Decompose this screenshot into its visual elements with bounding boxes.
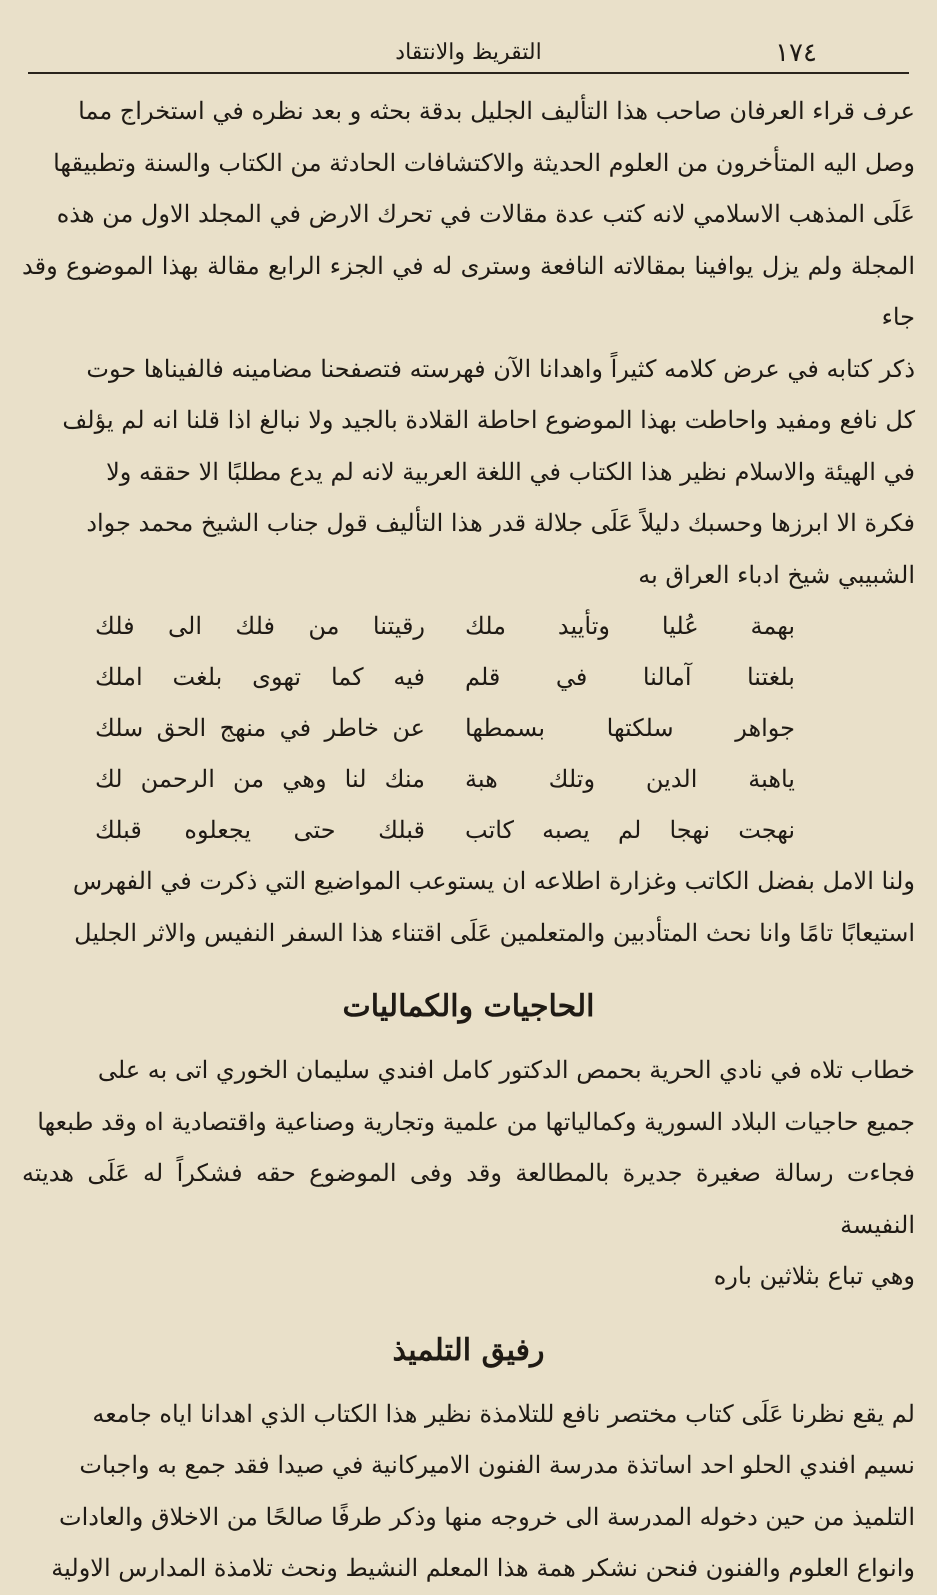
verse-second-hemistich: منك لنا وهي من الرحمن لك — [95, 765, 425, 793]
review-paragraph-2 — [22, 856, 915, 959]
text-line: عَلَى المذهب الاسلامي لانه كتب عدة مقالات في تحرك الارض في المجلد الاول من هذه — [56, 200, 915, 228]
page-header — [28, 36, 909, 74]
text-line: التلميذ من حين دخوله المدرسة الى خروجه منها وذكر طرفًا صالحًا من الاخلاق والعادات — [58, 1502, 915, 1531]
verse-first-hemistich: بلغتنا آمالنا في قلم — [465, 663, 795, 691]
student-companion-paragraph — [22, 1389, 915, 1595]
poem-verse — [22, 703, 915, 754]
spacer — [22, 959, 915, 973]
verse-second-hemistich: عن خاطر في منهج الحق سلك — [95, 714, 425, 742]
text-line: ذكر كتابه في عرض كلامه كثيراً واهدانا الآن فهرسته فتصفحنا مضامينه فالفيناها حوت — [86, 354, 915, 383]
text-line: فجاءت رسالة صغيرة جديرة بالمطالعة وقد وفى الموضوع حقه فشكراً له عَلَى هديته النفيسة — [22, 1159, 915, 1239]
necessities-paragraph — [22, 1045, 915, 1303]
poem — [22, 601, 915, 856]
text-line: نسيم افندي الحلو احد اساتذة مدرسة الفنون الاميركانية في صيدا فقد جمع به واجبات — [79, 1451, 915, 1479]
verse-first-hemistich: بهمة عُليا وتأييد ملك — [465, 612, 795, 640]
poem-verse — [22, 805, 915, 856]
poem-verse — [22, 601, 915, 652]
verse-first-hemistich: ياهبة الدين وتلك هبة — [465, 765, 795, 793]
spacer — [22, 1303, 915, 1317]
text-line: الشبيبي شيخ ادباء العراق به — [638, 560, 915, 589]
verse-second-hemistich: رقيتنا من فلك الى فلك — [95, 612, 425, 640]
section-title-necessities: الحاجيات والكماليات — [342, 989, 595, 1024]
text-line: عرف قراء العرفان صاحب هذا التأليف الجليل بدقة بحثه و بعد نظره في استخراج مما — [78, 97, 915, 125]
text-line: وهي تباع بثلاثين باره — [713, 1262, 915, 1290]
text-line: كل نافع ومفيد واحاطت بهذا الموضوع احاطة القلادة بالجيد ولا نبالغ اذا قلنا انه لم يؤلف — [62, 406, 915, 434]
review-paragraph-1 — [22, 86, 915, 601]
verse-first-hemistich: نهجت نهجا لم يصبه كاتب — [465, 816, 795, 844]
text-line: لم يقع نظرنا عَلَى كتاب مختصر نافع للتلامذة نظير هذا الكتاب الذي اهدانا اياه جامعه — [92, 1399, 915, 1428]
text-line: خطاب تلاه في نادي الحرية بحمص الدكتور كامل افندي سليمان الخوري اتى به على — [97, 1056, 915, 1084]
text-line: المجلة ولم يزل يوافينا بمقالاته النافعة وسترى له في الجزء الرابع مقالة بهذا الموضوع وقد جاء — [22, 251, 915, 331]
text-line: فكرة الا ابرزها وحسبك دليلاً عَلَى جلالة قدر هذا التأليف قول جناب الشيخ محمد جواد — [86, 509, 915, 537]
text-line: جميع حاجيات البلاد السورية وكمالياتها من علمية وتجارية وصناعية واقتصادية اه وقد طبعها — [37, 1107, 915, 1136]
text-line: استيعابًا تامًا وانا نحث المتأدبين والمتعلمين عَلَى اقتناء هذا السفر النفيس والاثر الجليل — [74, 918, 915, 947]
text-line: في الهيئة والاسلام نظير هذا الكتاب في اللغة العربية لانه لم يدع مطلبًا الا حققه ولا — [106, 457, 915, 486]
text-line: ولنا الامل بفضل الكاتب وغزارة اطلاعه ان يستوعب المواضيع التي ذكرت في الفهرس — [72, 867, 915, 895]
page-number: ١٧٤ — [775, 38, 817, 68]
poem-verse — [22, 754, 915, 805]
verse-second-hemistich: فيه كما تهوى بلغت املك — [95, 663, 425, 691]
running-title: التقريظ والانتقاد — [395, 40, 542, 65]
verse-first-hemistich: جواهر سلكتها بسمطها — [465, 714, 795, 742]
section-title-student-companion: رفيق التلميذ — [392, 1332, 545, 1368]
verse-second-hemistich: قبلك حتى يجعلوه قبلك — [95, 816, 425, 844]
poem-verse — [22, 652, 915, 703]
text-line: وصل اليه المتأخرون من العلوم الحديثة والاكتشافات الحادثة من الكتاب والسنة وتطبيقها — [53, 148, 915, 177]
text-line: وانواع العلوم والفنون فنحن نشكر همة هذا المعلم النشيط ونحث تلامذة المدارس الاولية — [51, 1554, 915, 1582]
